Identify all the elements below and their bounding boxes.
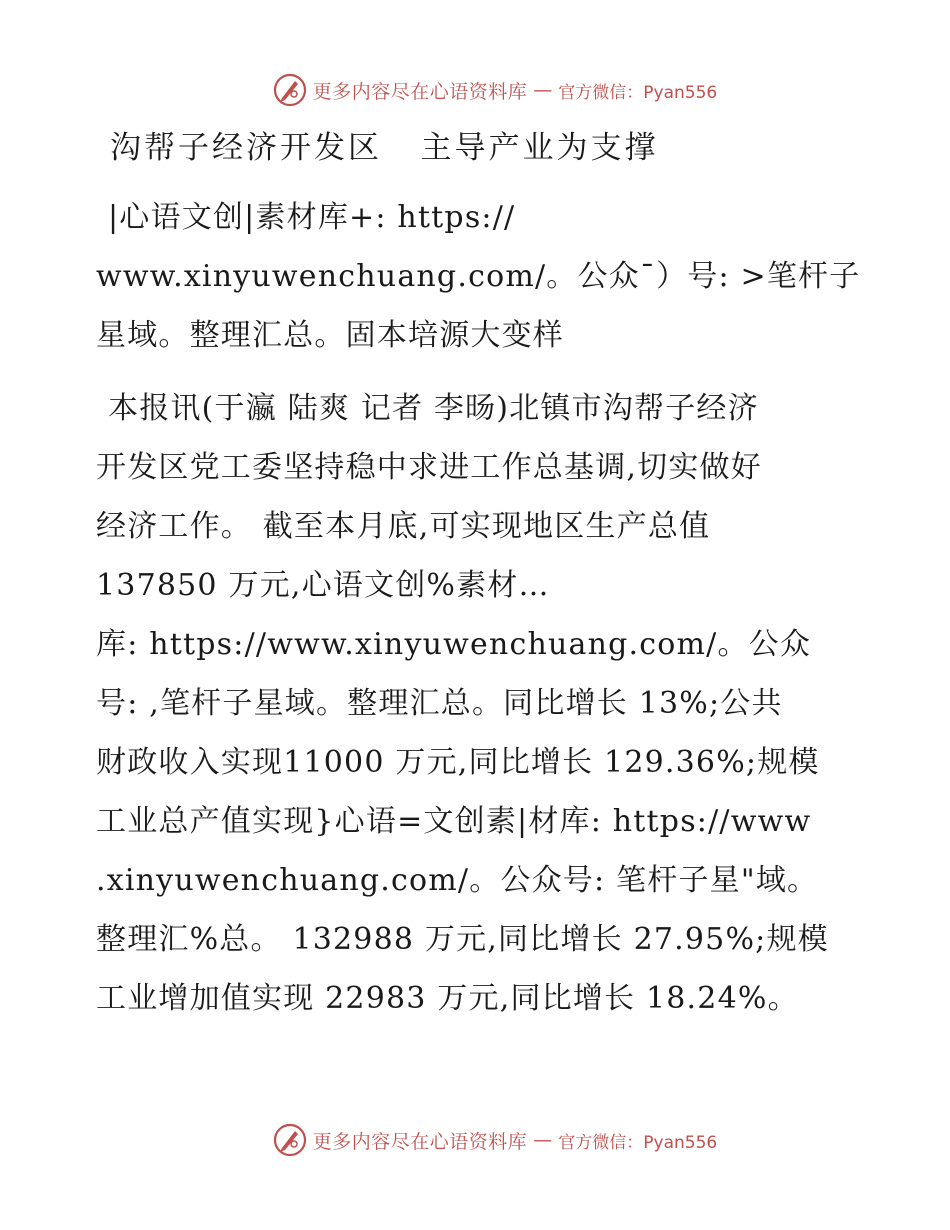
text-line: 号: ,笔杆子星域。整理汇总。同比增长 13%;公共 — [96, 686, 783, 721]
banner-separator: — — [533, 1129, 553, 1151]
text-line: 工业总产值实现}心语=文创素|材库: https://www — [96, 804, 812, 839]
banner-wechat-text: 官方微信：Pyan556 — [558, 1132, 718, 1153]
paragraph-watermark-note — [96, 188, 866, 365]
banner-content — [273, 1123, 717, 1157]
text-line: www.xinyuwenchuang.com/。公众¯）号: >笔杆子 — [96, 259, 861, 294]
banner-wechat-text: 官方微信：Pyan556 — [558, 82, 718, 103]
banner-separator: — — [533, 79, 553, 101]
document-body — [96, 124, 866, 1028]
text-line: .xinyuwenchuang.com/。公众号: 笔杆子星"域。 — [96, 863, 819, 898]
paragraph-news-body — [96, 379, 866, 1028]
quill-pen-logo-icon — [273, 1123, 307, 1157]
text-line: 工业增加值实现 22983 万元,同比增长 18.24%。 — [96, 981, 799, 1016]
text-line: 开发区党工委坚持稳中求进工作总基调,切实做好 — [96, 450, 762, 485]
quill-pen-logo-icon — [273, 73, 307, 107]
text-line: 整理汇%总。 132988 万元,同比增长 27.95%;规模 — [96, 922, 829, 957]
text-line: 本报讯(于瀛 陆爽 记者 李旸)北镇市沟帮子经济 — [108, 391, 759, 426]
text-line: |心语文创|素材库+: https:// — [108, 200, 516, 235]
text-line: 财政收入实现11000 万元,同比增长 129.36%;规模 — [96, 745, 820, 780]
text-line: 星域。整理汇总。固本培源大变样 — [96, 318, 564, 353]
header-banner — [0, 70, 950, 110]
banner-site-text: 更多内容尽在心语资料库 — [312, 80, 528, 103]
text-line: 库: https://www.xinyuwenchuang.com/。公众 — [96, 627, 812, 662]
text-line: 137850 万元,心语文创%素材… — [96, 568, 550, 603]
banner-content — [273, 73, 717, 107]
banner-site-text: 更多内容尽在心语资料库 — [312, 1130, 528, 1153]
document-title: 沟帮子经济开发区 主导产业为支撑 — [110, 130, 659, 166]
text-line: 经济工作。 截至本月底,可实现地区生产总值 — [96, 509, 711, 544]
footer-banner — [0, 1120, 950, 1160]
